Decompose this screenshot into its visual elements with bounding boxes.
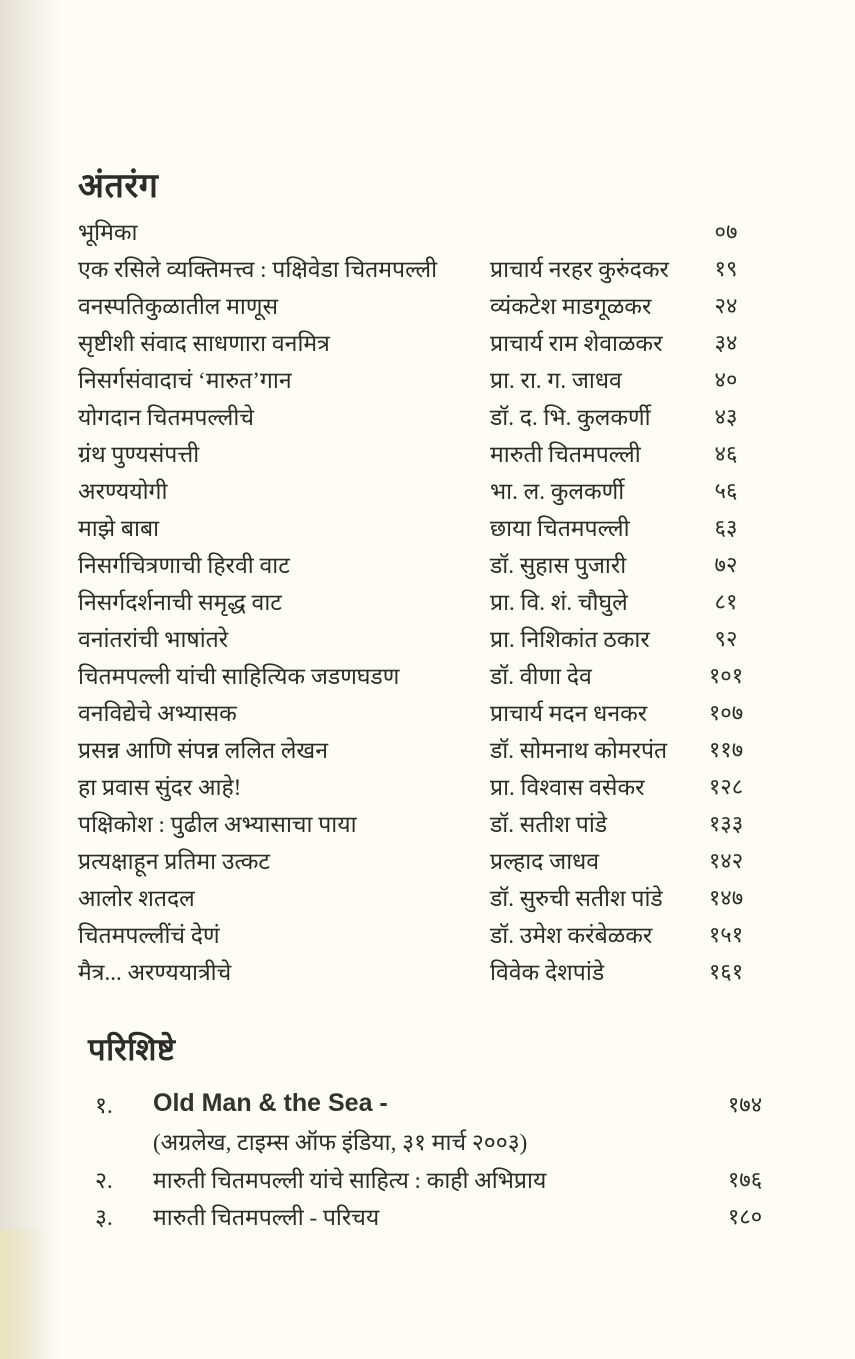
entry-title: मैत्र... अरण्ययात्रीचे xyxy=(78,959,232,985)
entry-author: डॉ. सतीश पांडे xyxy=(490,811,608,837)
entry-author: प्राचार्य मदन धनकर xyxy=(490,700,648,726)
appendix-item xyxy=(95,1160,780,1197)
entry-title: निसर्गसंवादाचं ‘मारुत’गान xyxy=(78,367,292,393)
toc-entry xyxy=(78,286,760,323)
entry-author: प्राचार्य नरहर कुरुंदकर xyxy=(490,256,669,282)
entry-page-number: ११७ xyxy=(708,736,744,762)
entry-author: डॉ. द. भि. कुलकर्णी xyxy=(490,404,651,430)
entry-title: ग्रंथ पुण्यसंपत्ती xyxy=(78,441,200,467)
scan-tint-bottom-left xyxy=(0,1229,48,1359)
entry-page-number: २४ xyxy=(714,292,738,318)
entry-title: वनस्पतिकुळातील माणूस xyxy=(78,293,279,319)
entry-title: चितमपल्ली यांची साहित्यिक जडणघडण xyxy=(78,663,400,689)
entry-title: अरण्ययोगी xyxy=(78,478,168,504)
appendix-item-number: ३. xyxy=(95,1204,113,1230)
entry-page-number: ०७ xyxy=(714,218,738,244)
entry-author: विवेक देशपांडे xyxy=(490,959,605,985)
toc-entry xyxy=(78,545,760,582)
entry-title: वनविद्येचे अभ्यासक xyxy=(78,700,237,726)
entry-page-number: १३३ xyxy=(708,810,744,836)
appendix-item-number: १. xyxy=(95,1092,113,1118)
appendix-item-title: मारुती चितमपल्ली - परिचय xyxy=(153,1204,380,1230)
entry-page-number: ७२ xyxy=(714,551,738,577)
toc-entry xyxy=(78,693,760,730)
toc-entry xyxy=(78,323,760,360)
entry-page-number: ५६ xyxy=(714,477,738,503)
entry-title: हा प्रवास सुंदर आहे! xyxy=(78,774,242,800)
toc-entry xyxy=(78,878,760,915)
toc-entry xyxy=(78,619,760,656)
entry-author: प्रा. विश्वास वसेकर xyxy=(490,774,645,800)
entry-title: पक्षिकोश : पुढील अभ्यासाचा पाया xyxy=(78,811,357,837)
entry-page-number: १०७ xyxy=(708,699,744,725)
entry-title: निसर्गचित्रणाची हिरवी वाट xyxy=(78,552,290,578)
toc-heading: अंतरंग xyxy=(78,168,159,205)
entry-page-number: १२८ xyxy=(708,773,744,799)
entry-author: डॉ. सुरुची सतीश पांडे xyxy=(490,885,663,911)
toc-entry xyxy=(78,952,760,989)
toc-entry xyxy=(78,730,760,767)
entry-page-number: ४३ xyxy=(714,403,738,429)
appendix-item xyxy=(95,1085,780,1160)
entry-author: प्रा. वि. शं. चौघुले xyxy=(490,589,628,615)
entry-author: भा. ल. कुलकर्णी xyxy=(490,478,625,504)
appendix-item-number: २. xyxy=(95,1167,113,1193)
appendix-item-list xyxy=(95,1085,780,1234)
entry-page-number: ८१ xyxy=(714,588,738,614)
entry-page-number: १४७ xyxy=(708,884,744,910)
entry-author: प्रा. रा. ग. जाधव xyxy=(490,367,622,393)
appendix-item-subtitle: (अग्रलेख, टाइम्स ऑफ इंडिया, ३१ मार्च २००३) xyxy=(153,1130,528,1155)
toc-entry xyxy=(78,915,760,952)
entry-page-number: १९ xyxy=(714,255,738,281)
entry-author: व्यंकटेश माडगूळकर xyxy=(490,293,652,319)
toc-entry xyxy=(78,360,760,397)
appendix-item-page-number: १७६ xyxy=(727,1166,763,1192)
entry-page-number: ४६ xyxy=(714,440,738,466)
entry-page-number: १६१ xyxy=(708,958,744,984)
entry-page-number: ९२ xyxy=(714,625,738,651)
appendix-item-title: Old Man & the Sea - xyxy=(153,1089,388,1117)
toc-entry xyxy=(78,767,760,804)
entry-page-number: १०१ xyxy=(708,662,744,688)
toc-entry xyxy=(78,804,760,841)
toc-entry-list xyxy=(78,212,760,989)
entry-title: प्रसन्न आणि संपन्न ललित लेखन xyxy=(78,737,328,763)
entry-title: सृष्टीशी संवाद साधणारा वनमित्र xyxy=(78,330,330,356)
entry-title: वनांतरांची भाषांतरे xyxy=(78,626,229,652)
entry-author: छाया चितमपल्ली xyxy=(490,515,630,541)
entry-title: चितमपल्लींचं देणं xyxy=(78,922,220,948)
toc-entry xyxy=(78,656,760,693)
appendix-heading: परिशिष्टे xyxy=(88,1032,176,1067)
entry-author: प्राचार्य राम शेवाळकर xyxy=(490,330,663,356)
entry-title: योगदान चितमपल्लीचे xyxy=(78,404,254,430)
entry-title: आलोर शतदल xyxy=(78,885,195,911)
appendix-item-title: मारुती चितमपल्ली यांचे साहित्य : काही अभिप्राय xyxy=(153,1167,547,1193)
appendix-item xyxy=(95,1197,780,1234)
appendix-item-page-number: १८० xyxy=(727,1203,763,1229)
entry-title: भूमिका xyxy=(78,219,138,245)
entry-title: निसर्गदर्शनाची समृद्ध वाट xyxy=(78,589,282,615)
toc-entry xyxy=(78,212,760,249)
toc-entry xyxy=(78,508,760,545)
entry-author: डॉ. सुहास पुजारी xyxy=(490,552,627,578)
toc-entry xyxy=(78,841,760,878)
appendix-item-page-number: १७४ xyxy=(727,1091,763,1117)
entry-page-number: ४० xyxy=(714,366,738,392)
toc-entry xyxy=(78,397,760,434)
entry-page-number: १५१ xyxy=(708,921,744,947)
entry-author: प्रा. निशिकांत ठकार xyxy=(490,626,650,652)
toc-entry xyxy=(78,249,760,286)
entry-page-number: १४२ xyxy=(708,847,744,873)
entry-title: एक रसिले व्यक्तिमत्त्व : पक्षिवेडा चितमपल्ली xyxy=(78,256,438,282)
entry-page-number: ६३ xyxy=(714,514,738,540)
scan-shadow-left xyxy=(0,0,62,1359)
entry-author: प्रल्हाद जाधव xyxy=(490,848,600,874)
toc-entry xyxy=(78,582,760,619)
entry-title: माझे बाबा xyxy=(78,515,160,541)
entry-page-number: ३४ xyxy=(714,329,738,355)
entry-author: मारुती चितमपल्ली xyxy=(490,441,641,467)
toc-entry xyxy=(78,434,760,471)
entry-title: प्रत्यक्षाहून प्रतिमा उत्कट xyxy=(78,848,270,874)
entry-author: डॉ. वीणा देव xyxy=(490,663,592,689)
entry-author: डॉ. उमेश करंबेळकर xyxy=(490,922,653,948)
toc-entry xyxy=(78,471,760,508)
entry-author: डॉ. सोमनाथ कोमरपंत xyxy=(490,737,668,763)
